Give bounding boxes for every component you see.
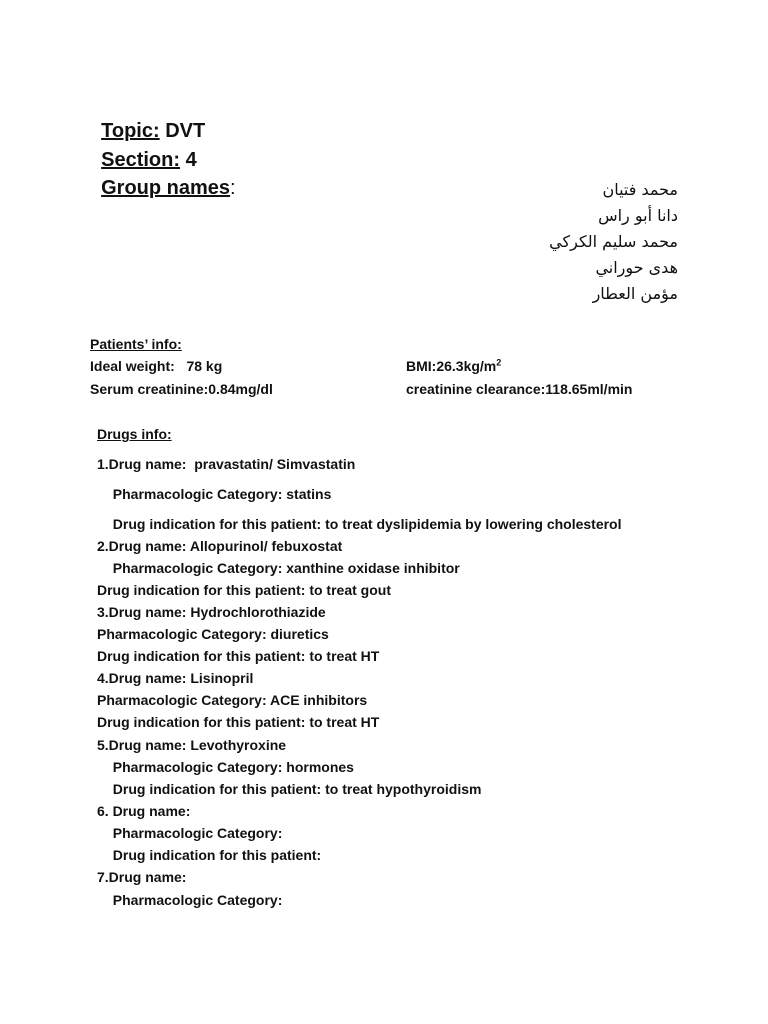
- bmi: [406, 358, 501, 374]
- drug-line: 5.Drug name: Levothyroxine: [97, 737, 287, 753]
- drug-line: Pharmacologic Category: statins: [105, 486, 332, 502]
- group-colon: :: [230, 177, 236, 199]
- drug-line: Drug indication for this patient: to treat HT: [97, 648, 380, 664]
- drug-line: Drug indication for this patient: to treat hypothyroidism: [105, 781, 482, 797]
- drug-line: Drug indication for this patient: to treat gout: [97, 582, 391, 598]
- section-value: 4: [180, 149, 197, 171]
- drug-line: Pharmacologic Category: diuretics: [97, 626, 329, 642]
- drug-line: Pharmacologic Category: ACE inhibitors: [97, 692, 368, 708]
- group-member: هدى حوراني: [595, 258, 678, 277]
- drug-line: 6. Drug name:: [97, 803, 191, 819]
- drug-line: Pharmacologic Category:: [105, 825, 283, 841]
- group-label: Group names: [101, 177, 231, 199]
- ideal-weight: Ideal weight: 78 kg: [90, 358, 223, 374]
- drug-line: 2.Drug name: Allopurinol/ febuxostat: [97, 538, 343, 554]
- drug-line: 7.Drug name:: [97, 869, 187, 885]
- drugs-info-title: Drugs info:: [97, 426, 172, 442]
- patient-info-title: Patients’ info:: [90, 336, 182, 352]
- drug-line: Drug indication for this patient: to treat HT: [97, 714, 380, 730]
- group-member: دانا أبو راس: [598, 206, 678, 225]
- drug-line: Pharmacologic Category: hormones: [105, 759, 354, 775]
- section-label: Section:: [101, 149, 181, 171]
- group-member: مؤمن العطار: [592, 284, 678, 303]
- drug-line: Drug indication for this patient:: [105, 847, 322, 863]
- drug-line: Drug indication for this patient: to treat dyslipidemia by lowering cholesterol: [105, 516, 622, 532]
- group-heading: [90, 154, 236, 200]
- group-member: محمد سليم الكركي: [549, 232, 678, 251]
- drug-line: Pharmacologic Category:: [105, 892, 283, 908]
- drug-line: 1.Drug name: pravastatin/ Simvastatin: [97, 456, 356, 472]
- bmi-superscript: 2: [496, 357, 502, 368]
- serum-creatinine: Serum creatinine:0.84mg/dl: [90, 381, 273, 397]
- topic-value: DVT: [159, 120, 206, 142]
- bmi-value: BMI:26.3kg/m: [406, 358, 497, 374]
- drug-line: 3.Drug name: Hydrochlorothiazide: [97, 604, 326, 620]
- creatinine-clearance: creatinine clearance:118.65ml/min: [406, 381, 633, 397]
- drug-line: Pharmacologic Category: xanthine oxidase inhibitor: [105, 560, 460, 576]
- topic-label: Topic:: [101, 120, 160, 142]
- drug-line: 4.Drug name: Lisinopril: [97, 670, 254, 686]
- group-member: محمد فتيان: [602, 180, 678, 199]
